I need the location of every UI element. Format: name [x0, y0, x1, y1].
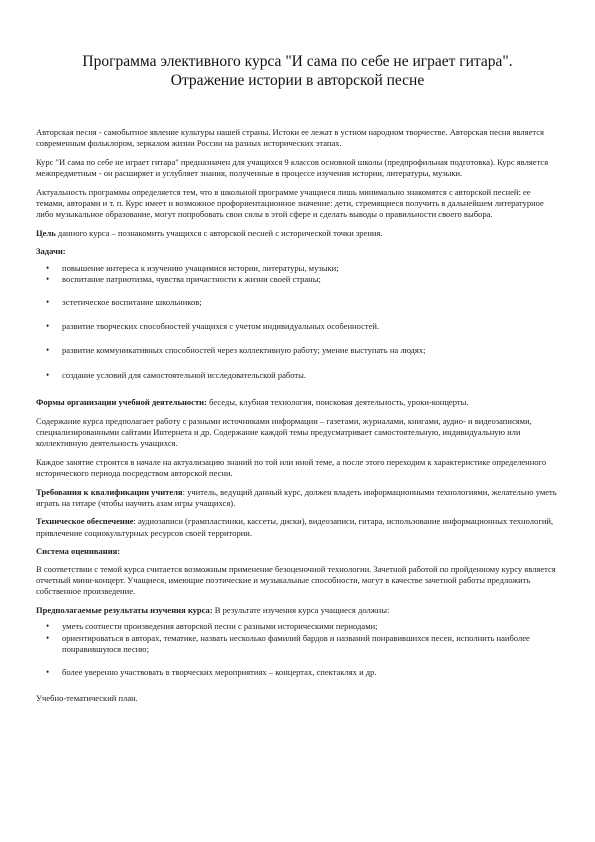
tech-label: Техническое обеспечение [36, 516, 134, 527]
results-text: В результате изучения курса учащиеся должны: [212, 604, 390, 615]
teacher-label: Требования к квалификации учителя [36, 486, 183, 497]
list-item: • развитие творческих способностей учащихся с учетом индивидуальных особенностей. [36, 321, 561, 332]
goal-text: данного курса – познакомить учащихся с авторской песней с исторической точки зрения. [55, 227, 383, 238]
content-paragraph-1: Содержание курса предполагает работу с разными источниками информации – газетами, журналами, книгами, аудио- и видеозаписями, специализированными сайтами Интернета и др. Содержание каждой темы предусматривает самостоятельную, индивидуальную или коллективную деятельность учащихся. [36, 415, 532, 449]
assessment-heading: Система оценивания: [36, 546, 121, 557]
tech-text: : аудиозаписи (грампластинки, кассеты, диски), видеозаписи, гитара, использование информационных технологий, привлечение социокультурных ресурсов своей территории. [36, 516, 554, 538]
tasks-list [36, 263, 561, 381]
list-item: • более уверенно участвовать в творческих мероприятиях – концертах, спектаклях и др. [36, 667, 561, 678]
intro-paragraph-2: Курс "И сама по себе не играет гитара" предназначен для учащихся 9 классов основной школы (предпрофильная подготовка). Курс является межпредметным - он расширяет и углубляет знания, полученные в процессе изучения истории, литературы, музыки. [36, 156, 549, 179]
title-line-2: Отражение истории в авторской песне [170, 72, 425, 89]
list-item: • развитие коммуникативных способностей через коллективную работу; умение выступать на людях; [36, 345, 561, 356]
list-item: • воспитание патриотизма, чувства причастности к жизни своей страны; [36, 274, 561, 285]
list-item: • эстетическое воспитание школьников; [36, 297, 561, 308]
results-list [36, 621, 561, 679]
goal-label: Цель [36, 227, 56, 238]
title-line-1: Программа элективного курса "И сама по себе не играет гитара". [82, 53, 513, 70]
content-paragraph-2: Каждое занятие строится в начале на актуализацию знаний по той или иной теме, а после этого переходим к характеристике определенного исторического периода посредством авторской песни. [36, 456, 547, 479]
list-item: • создание условий для самостоятельной исследовательской работы. [36, 370, 561, 381]
teacher-text: : учитель, ведущий данный курс, должен владеть информационными технологиями, желательно уметь играть на гитаре (чтобы научить азам игры учащихся). [36, 486, 557, 508]
list-item: • уметь соотнести произведения авторской песни с разными историческими периодами; [36, 621, 561, 632]
intro-paragraph-3: Актуальность программы определяется тем, что в школьной программе учащиеся лишь минимально знакомятся с авторской песней: ее темами, авторами и т. п. Курс имеет и возможное профориентационное значение: дети, стремящиеся получить в дальнейшем литературное либо музыкальное образование, могут попробовать свои силы в этой сфере и сделать выводы о правильности своего выбора. [36, 186, 544, 220]
results-paragraph [36, 605, 561, 616]
list-item: • ориентироваться в авторах, тематике, назвать несколько фамилий бардов и названий понравившихся песен, исполнить наиболее понравившуюся песню; [36, 633, 561, 656]
goal-paragraph [36, 228, 561, 239]
forms-paragraph [36, 397, 561, 408]
list-item: • повышение интереса к изучению учащимися истории, литературы, музыки; [36, 263, 561, 274]
intro-paragraph-1: Авторская песня - самобытное явление культуры нашей страны. Истоки ее лежат в устном народном творчестве. Авторская песня является современным фольклором, зеркалом жизни России на разных исторических этапах. [36, 127, 544, 149]
technical-support-paragraph [36, 516, 561, 539]
forms-label: Формы организации учебной деятельности: [36, 397, 207, 408]
forms-text: беседы, клубная технология, поисковая деятельность, уроки-концерты. [206, 397, 469, 408]
footer-text: Учебно-тематический план. [36, 692, 138, 703]
document-body [36, 127, 561, 711]
teacher-requirements-paragraph [36, 487, 561, 510]
assessment-paragraph: В соответствии с темой курса считается возможным применение безоценочной технологии. Зачетной работой по пройденному курсу является отчетный мини-концерт. Учащиеся, имеющие поэтические и музыкальные способности, могут в качестве зачетной работы предложить собственное произведение. [36, 563, 556, 597]
tasks-heading: Задачи: [36, 246, 66, 257]
results-label: Предполагаемые результаты изучения курса: [36, 604, 213, 615]
document-title [30, 52, 565, 90]
